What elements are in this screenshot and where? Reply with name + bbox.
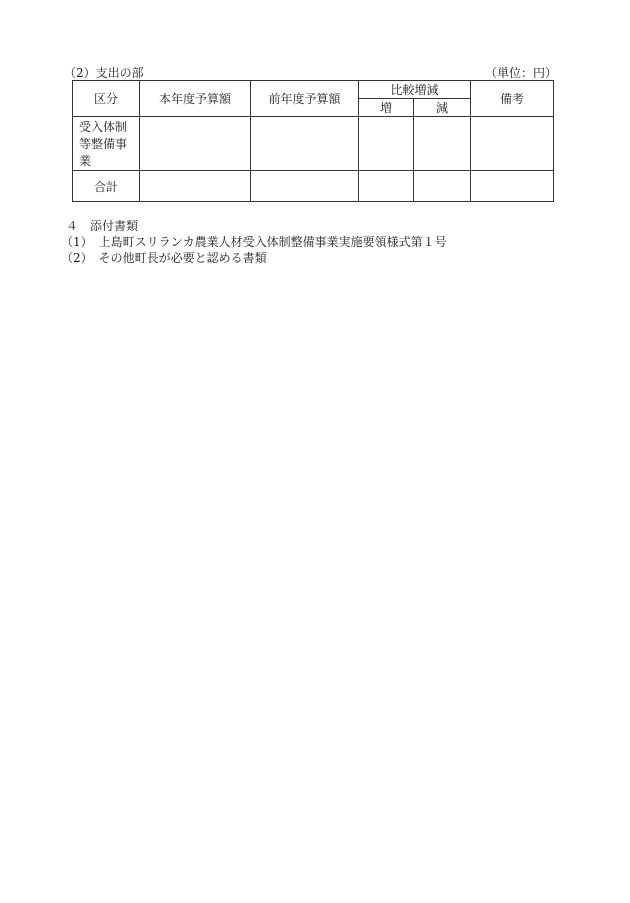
expenditure-table [72, 80, 554, 202]
row-label-line: 受入体制 [79, 120, 128, 134]
row-label-line: 業 [79, 154, 92, 168]
row-label-line: 等整備事 [79, 137, 128, 151]
total-remarks-cell [471, 171, 554, 202]
table-row [73, 117, 554, 171]
total-label: 合計 [73, 171, 140, 202]
header-current-budget: 本年度予算額 [140, 81, 251, 117]
total-previous-budget-cell [251, 171, 359, 202]
attachments-section [61, 218, 447, 266]
header-increase: 増 [359, 99, 414, 117]
total-decrease-cell [414, 171, 471, 202]
header-remarks: 備考 [471, 81, 554, 117]
attachment-item: （2） その他町長が必要と認める書類 [61, 251, 267, 265]
row-decrease-cell [414, 117, 471, 171]
header-decrease: 減 [414, 99, 471, 117]
total-row [73, 171, 554, 202]
unit-label: （単位：円） [484, 66, 557, 80]
row-previous-budget-cell [251, 117, 359, 171]
row-remarks-cell [471, 117, 554, 171]
total-current-budget-cell [140, 171, 251, 202]
header-category: 区分 [73, 81, 140, 117]
total-increase-cell [359, 171, 414, 202]
header-comparison: 比較増減 [359, 81, 471, 99]
row-increase-cell [359, 117, 414, 171]
row-current-budget-cell [140, 117, 251, 171]
attachments-heading: ４ 添付書類 [66, 219, 139, 233]
header-previous-budget: 前年度予算額 [251, 81, 359, 117]
row-category-cell [73, 117, 140, 171]
attachment-item: （1） 上島町スリランカ農業人材受入体制整備事業実施要領様式第１号 [61, 235, 447, 249]
header-row-top [73, 81, 554, 99]
section-title: （2）支出の部 [64, 66, 144, 80]
section-heading-row [64, 64, 557, 80]
